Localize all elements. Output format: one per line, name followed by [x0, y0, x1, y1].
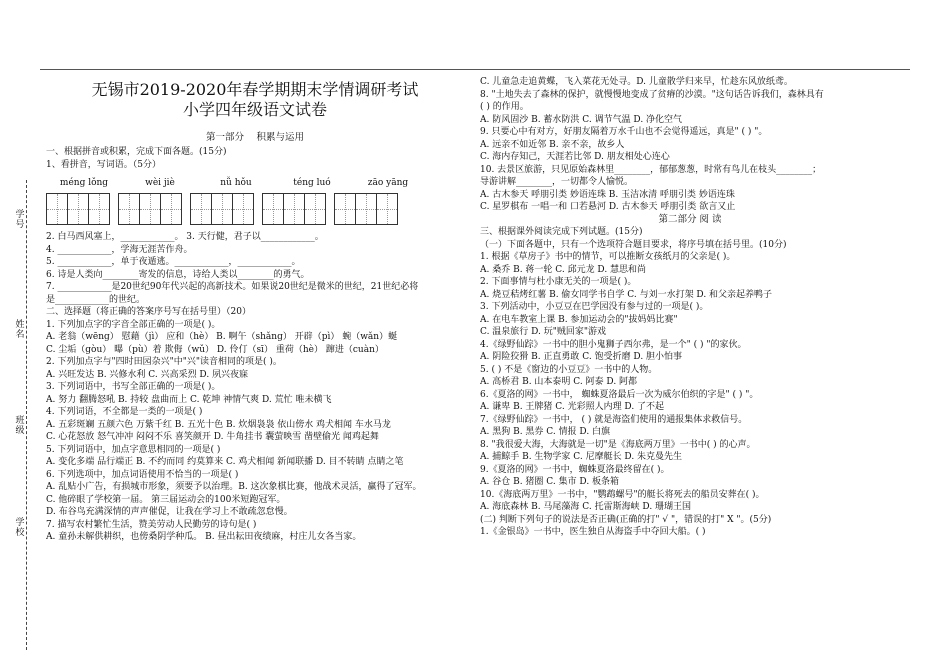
option-line: A. 桑乔 B. 蒋一轮 C. 邱元龙 D. 慧思和尚	[480, 264, 647, 275]
option-line: A. 谷仓 B. 猪圈 C. 集市 D. 板条箱	[480, 477, 620, 487]
question-line: 1. 下列加点字的字音全部正确的一项是( )。	[46, 319, 221, 330]
question-line: 7. 描写农村繁忙生活，赞美劳动人民勤劳的诗句是( )	[46, 519, 257, 530]
writing-grid[interactable]	[262, 193, 326, 225]
section-instruction: （一）下面各题中，只有一个选项符合题目要求，将序号填在括号里。(10分)	[480, 239, 787, 250]
question-line: 2. 下面事情与杜小康无关的一项是( )。	[480, 277, 637, 287]
binding-dashed-line	[26, 180, 27, 650]
pinyin-label: wèi jiè	[145, 178, 175, 188]
writing-grid[interactable]	[190, 193, 254, 225]
option-line: A. 兴旺发达 B. 兴修水利 C. 兴高采烈 D. 夙兴夜寐	[46, 369, 249, 380]
option-line: A. 高桥君 B. 山本泰明 C. 阿泰 D. 阿都	[480, 377, 638, 387]
question-line: 4.《绿野仙踪》一书中的胆小鬼狮子西尔弗，是一个" ( ) "的家伙。	[480, 339, 747, 350]
option-line: A. 捕鲸手 B. 生物学家 C. 尼摩艇长 D. 朱克曼先生	[480, 452, 683, 462]
left-column	[46, 76, 464, 544]
section-heading: 三、根据课外阅读完成下列试题。(15分)	[480, 227, 643, 237]
exam-title: 无锡市2019-2020年春学期期末学情调研考试	[91, 80, 419, 99]
writing-grid[interactable]	[46, 193, 110, 225]
option-line: A. 黑狗 B. 黑券 C. 情报 D. 白旗	[480, 427, 611, 437]
question-line: ( ) 的作用。	[480, 102, 529, 112]
question-line: 10. 去景区旅游，只见原始森林里________，郁郁葱葱，时常有鸟儿在枝头________；	[480, 164, 822, 175]
question-line: 3. 下列词语中，书写全部正确的一项是( )。	[46, 382, 221, 392]
option-line: C. 温泉旅行 D. 玩"贼回家"游戏	[480, 327, 607, 337]
pinyin-label: méng lǒng	[59, 178, 109, 188]
binding-label-school: 学校	[15, 518, 25, 538]
section-heading: 二、选择题（将正确的答案序号写在括号里）（20）	[46, 307, 251, 317]
question-line: 导游讲解________，一切都令人愉悦。	[480, 177, 634, 187]
option-line: C. 海内存知己，天涯若比邻 D. 朋友相处心连心	[480, 152, 670, 162]
writing-grid[interactable]	[118, 193, 182, 225]
question-line: 4. ____________，学海无涯苦作舟。	[46, 244, 193, 255]
question-line: 4. 下列词语，不全都是一类的一项是( )	[46, 407, 203, 417]
binding-label-class: 班级	[15, 416, 25, 436]
option-line: C. 他碎眼了学校第一届。 第三届运动会的100米短跑冠军。	[46, 494, 286, 505]
option-line: A. 努力 翻腾怒吼 B. 持较 盘曲而上 C. 乾坤 神情气爽 D. 荒忙 唯未横飞	[46, 394, 332, 405]
pinyin-row	[46, 177, 464, 191]
binding-label-name: 姓名	[15, 320, 25, 340]
option-line: A. 乱贴小广告，有损城市形象，须要予以治理。B. 这次象棋比赛，他战术灵活，赢得了冠军。	[46, 482, 422, 492]
writing-grid[interactable]	[334, 193, 398, 225]
pinyin-label: zāo yāng	[367, 178, 409, 188]
option-line: C. 星罗棋布 一唱一和 口若悬河 D. 古木参天 呼朋引类 欲言又止	[480, 202, 736, 212]
question-line: 是____________的世纪。	[46, 294, 146, 305]
option-line: A. 烧豆秸烤红薯 B. 偷女同学书自学 C. 与刘一水打架 D. 和父亲起养鸭子	[480, 289, 773, 300]
question-line: 1.《金银岛》一书中，医生独自从海盗手中夺回大船。( )	[480, 527, 706, 537]
question-line: 5. 下列词语中，加点字意思相同的一项是( )	[46, 444, 221, 455]
question-line: 5. ____________，单于夜遁逃。____________，____________。	[46, 257, 301, 267]
right-column	[480, 76, 900, 539]
binding-label-student-number: 学号	[15, 210, 25, 230]
question-line: 9. 只要心中有对方，好朋友隔着万水千山也不会觉得遥远，真是" ( ) "。	[480, 127, 768, 137]
option-line: A. 阴险狡猾 B. 正直勇敢 C. 饱受折磨 D. 胆小怕事	[480, 352, 683, 362]
option-line: A. 海底森林 B. 马尾藻海 C. 托雷斯海峡 D. 珊瑚王国	[480, 502, 692, 512]
question-line: 9.《夏洛的网》一书中，蜘蛛夏洛最终留在( )。	[480, 464, 670, 475]
pinyin-label: nǚ hǒu	[220, 178, 252, 188]
question-line: 6.《夏洛的网》一书中， 蜘蛛夏洛最后一次为威尔伯织的字是" ( ) "。	[480, 389, 759, 400]
option-line: A. 防风固沙 B. 蓄水防洪 C. 调节气温 D. 净化空气	[480, 114, 683, 125]
top-rule	[40, 69, 910, 70]
option-line: A. 古木参天 呼朋引类 妙语连珠 B. 玉洁冰清 呼朋引类 妙语连珠	[480, 189, 735, 200]
section-instruction: (二) 判断下列句子的说法是否正确(正确的打" √ "，错误的打" X "。(5分)	[480, 514, 772, 525]
option-line: C. 儿童急走追黄蝶，飞入菜花无处寻。D. 儿童散学归来早，忙趁东风放纸鸢。	[480, 77, 793, 87]
question-line: 10.《海底两万里》一书中，"鹦鹉螺号"的艇长将死去的船员安葬在( )。	[480, 489, 765, 500]
question-line: 6. 诗是人类向________寄发的信息，诗给人类以________的勇气。	[46, 269, 310, 280]
question-line: 6. 下列选项中，加点词语使用不恰当的一项是( )	[46, 469, 239, 480]
option-line: A. 童孙未解供耕织，也傍桑阴学种瓜。 B. 昼出耘田夜绩麻，村庄儿女各当家。	[46, 532, 362, 542]
pinyin-label: téng luó	[293, 178, 331, 188]
part-one-heading: 第一部分 积累与运用	[205, 132, 305, 143]
option-line: C. 尘垢（gòu） 曝（pù）着 欺侮（wǔ） D. 伶仃（sī） 重荷（hè） 蹿进（cuàn）	[46, 344, 384, 355]
question-line: 2. 白马西风塞上，____________。 3. 天行健，君子以____________。	[46, 232, 324, 242]
option-line: A. 变化多端 品行端正 B. 不约而同 约莫算来 C. 鸡犬相闻 新闻联播 D. 目不转睛 点睛之笔	[46, 457, 404, 467]
question-line: 1、看拼音，写词语。（5分）	[46, 159, 161, 170]
option-line: A. 五彩斑斓 五颜六色 万紫千红 B. 五光十色 B. 炊烟袅袅 依山傍水 鸡犬相闻 车水马龙	[46, 419, 391, 430]
exam-subtitle: 小学四年级语文试卷	[182, 100, 327, 119]
writing-grid-row	[46, 193, 464, 225]
option-line: A. 在电车教室上课 B. 参加运动会的"拔妈妈比赛"	[480, 314, 678, 325]
question-line: 一、根据拼音或积累，完成下面各题。(15分)	[46, 147, 227, 157]
option-line: D. 布谷鸟充满深情的声声催促，让我在学习上不敢疏忽怠慢。	[46, 507, 293, 517]
question-line: 7. ____________是20世纪90年代兴起的高新技术。如果说20世纪是微米的世纪，21世纪必将	[46, 282, 419, 292]
question-line: 1. 根据《草房子》书中的情节，可以推断女孩纸月的父亲是( )。	[480, 252, 736, 262]
question-line: 8. "我很爱大海，大海就是一切"是《海底两万里》一书中( ) 的心声。	[480, 439, 756, 450]
binding-margin	[14, 180, 38, 650]
question-line: 2. 下列加点字与"四时田园杂兴"中"兴"读音相同的项是( )。	[46, 357, 282, 367]
question-line: 3. 下列活动中，小豆豆在巴学园没有参与过的一项是( )。	[480, 302, 709, 312]
option-line: C. 心花怒放 怒气冲冲 闷闷不乐 喜笑颜开 D. 牛角挂书 囊萤映雪 凿壁偷光 闻鸡起舞	[46, 432, 379, 442]
question-line: 7.《绿野仙踪》一书中， ( ) 就是海盗们使用的通报集体求救信号。	[480, 414, 748, 425]
question-line: 8. "土地失去了森林的保护，就慢慢地变成了贫瘠的沙漠。"这句话告诉我们，森林具有	[480, 89, 824, 100]
option-line: A. 远亲不如近邻 B. 亲不亲，故乡人	[480, 139, 625, 150]
option-line: A. 老翁（wēng） 慰藉（jì） 应和（hè） B. 啊午（shǎng） 开辟（pì） 蜿（wǎn）蜒	[46, 332, 398, 342]
part-two-heading: 第二部分 阅 读	[658, 213, 722, 225]
option-line: A. 谦卑 B. 王牌猪 C. 光彩照人内理 D. 了不起	[480, 402, 665, 412]
question-line: 5. ( ) 不是《窗边的小豆豆》一书中的人物。	[480, 364, 658, 375]
